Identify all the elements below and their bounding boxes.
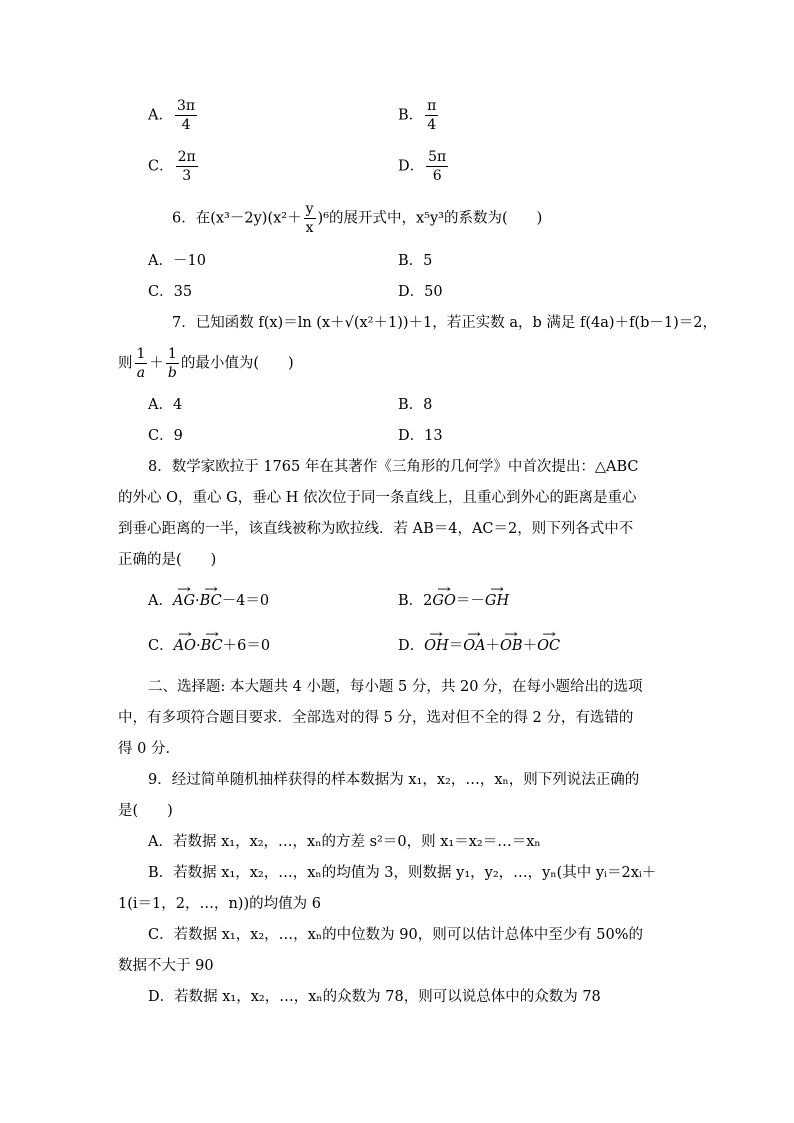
q8-c-vector-bc: → BC	[201, 636, 223, 656]
q8-c-tail: ＋6＝0	[222, 638, 271, 654]
q8-d-plus1: ＋	[485, 638, 501, 654]
q6-frac-den: x	[305, 220, 314, 236]
q8-a-tail: －4＝0	[221, 593, 270, 609]
q9-line1: 9．经过简单随机抽样获得的样本数据为 x₁，x₂，…，xₙ，则下列说法正确的	[148, 772, 640, 788]
q5-d-num: 5π	[428, 149, 447, 165]
q5-a-num: 3π	[176, 98, 196, 114]
q6-option-b: B．5	[398, 253, 433, 269]
q8-d-vector-oc: → OC	[537, 636, 560, 656]
q7-line2-pre: 则	[118, 355, 133, 372]
q6-option-d: D．50	[398, 284, 443, 300]
q6-stem-part2: (x²＋	[267, 210, 302, 227]
q5-b-den: 4	[427, 117, 437, 133]
q6-stem-part3: )⁶的展开式中，x⁵y³的系数为( )	[317, 210, 543, 227]
q5-d-den: 6	[432, 168, 442, 184]
q7-f2-den: b	[167, 365, 177, 381]
q7-f1-den: a	[136, 365, 146, 381]
q8-a-vector-ag: → AG	[173, 591, 195, 611]
q8-line3: 到垂心距离的一半，该直线被称为欧拉线．若 AB＝4，AC＝2，则下列各式中不	[118, 521, 634, 537]
q5-c-num: 2π	[177, 149, 196, 165]
q8-line4: 正确的是( )	[118, 552, 217, 568]
q7-line1: 7．已知函数 f(x)＝ln (x＋√(x²＋1))＋1，若正实数 a，b 满足 f(4a)＋f(b－1)＝2，	[172, 315, 717, 331]
q7-line2-post: 的最小值为( )	[180, 355, 294, 372]
q9-option-b-line1: B．若数据 x₁，x₂，…，xₙ的均值为 3，则数据 y₁，y₂，…，yₙ(其中 yᵢ＝2xᵢ＋	[148, 865, 657, 881]
q6-stem	[172, 200, 542, 237]
q7-option-b: B．8	[398, 397, 433, 413]
q8-c-vector-ao: → AO	[174, 636, 196, 656]
q8-a-vector-bc: → BC	[200, 591, 222, 611]
q6-fraction	[304, 200, 316, 237]
q7-f2-num: 1	[167, 346, 177, 362]
q9-option-c-line1: C．若数据 x₁，x₂，…，xₙ的中位数为 90，则可以估计总体中至少有 50%的	[148, 927, 644, 943]
q7-option-c: C．9	[148, 428, 183, 444]
q7-plus: ＋	[149, 355, 164, 372]
q8-d-label: D．	[398, 638, 425, 654]
q8-option-c	[148, 636, 270, 656]
q8-b-mid: ＝－	[455, 593, 485, 609]
q5-c-den: 3	[182, 168, 192, 184]
q8-line2: 的外心 O，重心 G，垂心 H 依次位于同一条直线上，且重心到外心的距离是重心	[118, 490, 637, 506]
q8-c-dot: ·	[195, 638, 201, 654]
q8-b-label: B．2	[398, 593, 433, 609]
q8-line1: 8．数学家欧拉于 1765 年在其著作《三角形的几何学》中首次提出：△ABC	[148, 459, 639, 475]
q9-option-d: D．若数据 x₁，x₂，…，xₙ的众数为 78，则可以说总体中的众数为 78	[148, 989, 601, 1005]
q5-option-a	[148, 97, 199, 134]
q8-option-a	[148, 591, 269, 611]
q8-d-vector-ob: → OB	[500, 636, 523, 656]
q6-option-a: A．－10	[148, 253, 206, 269]
q8-d-vector-oh: → OH	[424, 636, 449, 656]
q7-frac-2	[166, 345, 179, 382]
q6-stem-part1: 6．在(x³－2y)	[172, 210, 268, 227]
q6-option-c: C．35	[148, 284, 193, 300]
q5-c-fraction	[176, 148, 198, 185]
q7-frac-1	[135, 345, 148, 382]
q5-c-label: C．	[148, 158, 174, 175]
q5-a-den: 4	[181, 117, 191, 133]
q9-option-a: A．若数据 x₁，x₂，…，xₙ的方差 s²＝0，则 x₁＝x₂＝…＝xₙ	[148, 834, 541, 850]
q5-b-fraction	[425, 97, 438, 134]
q5-b-label: B．	[398, 107, 424, 124]
q8-option-b	[398, 591, 509, 611]
q5-d-label: D．	[398, 158, 425, 175]
q7-option-a: A．4	[148, 397, 183, 413]
q8-b-vector-go: → GO	[432, 591, 455, 611]
q8-a-dot: ·	[195, 593, 200, 609]
q7-f1-num: 1	[136, 346, 146, 362]
q8-b-vector-gh: → GH	[485, 591, 509, 611]
q5-b-num: π	[427, 98, 437, 114]
q9-line2: 是( )	[118, 803, 173, 819]
q6-frac-num: y	[305, 201, 314, 217]
q8-d-vector-oa: → OA	[463, 636, 485, 656]
q8-d-eq: ＝	[448, 638, 464, 654]
q7-line2	[118, 345, 294, 382]
q5-option-b	[398, 97, 440, 134]
q9-option-c-line2: 数据不大于 90	[118, 958, 214, 974]
section2-line1: 二、选择题: 本大题共 4 小题，每小题 5 分，共 20 分，在每小题给出的选项	[148, 679, 643, 695]
q5-a-fraction	[175, 97, 197, 134]
q5-option-c	[148, 148, 200, 185]
q9-option-b-line2: 1(i＝1，2，…，n))的均值为 6	[118, 896, 321, 912]
q8-option-d	[398, 636, 560, 656]
section2-line2: 中，有多项符合题目要求．全部选对的得 5 分，选对但不全的得 2 分，有选错的	[118, 710, 634, 726]
q8-a-label: A．	[148, 593, 173, 609]
q8-c-label: C．	[148, 638, 174, 654]
q8-d-plus2: ＋	[522, 638, 538, 654]
q7-option-d: D．13	[398, 428, 443, 444]
section2-line3: 得 0 分．	[118, 741, 180, 757]
q5-d-fraction	[426, 148, 448, 185]
q5-option-d	[398, 148, 450, 185]
q5-a-label: A．	[148, 107, 173, 124]
